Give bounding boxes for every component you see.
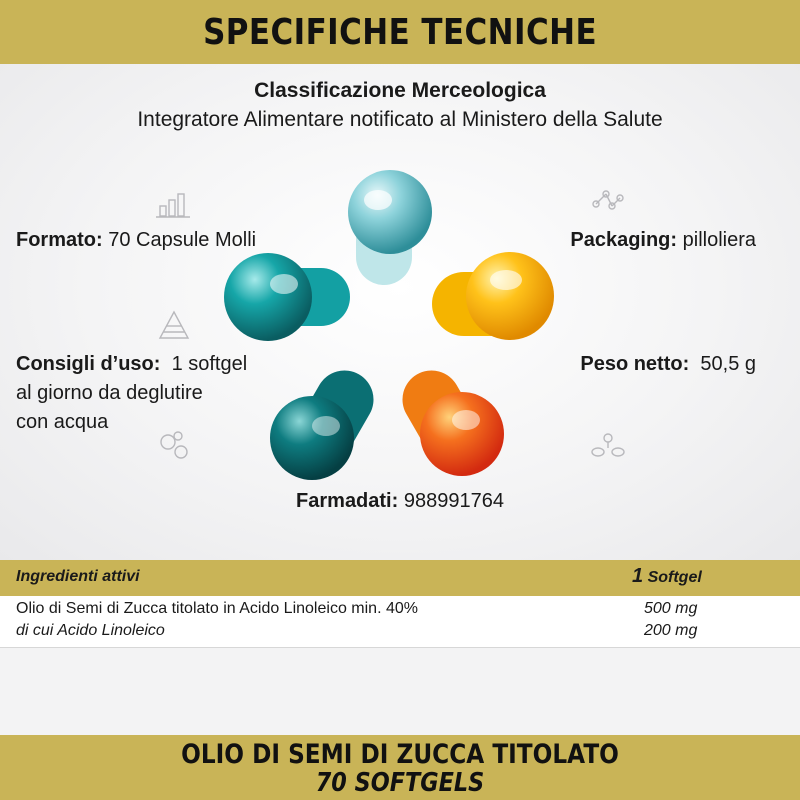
spec-consigli-value2: al giorno da deglutire [16, 382, 203, 404]
ingredient-value: 200 mg [644, 622, 698, 639]
product-name: OLIO DI SEMI DI ZUCCA TITOLATO [181, 739, 619, 770]
spec-consigli-label: Consigli d’uso: [16, 353, 161, 375]
capsule-bottom-right [392, 360, 504, 476]
dose-header-unit: Softgel [647, 569, 702, 586]
spec-consigli-value3: con acqua [16, 411, 109, 433]
spec-packaging-value: pilloliera [682, 229, 756, 251]
spec-formato [16, 226, 256, 255]
ingredient-value: 500 mg [644, 600, 698, 617]
spec-consigli-value1: 1 softgel [171, 353, 248, 375]
spec-farmadati [0, 487, 800, 516]
capsule-left [224, 253, 350, 341]
classification-title: Classificazione Merceologica [254, 79, 546, 102]
capsule-top [348, 170, 432, 285]
dose-header [632, 565, 702, 588]
table-row [16, 600, 796, 622]
ingredients-table-body [0, 596, 800, 648]
spec-packaging-label: Packaging: [570, 229, 678, 251]
spec-farmadati-label: Farmadati: [296, 490, 399, 512]
molecule-icon [592, 434, 624, 456]
product-quantity: 70 SOFTGELS [315, 768, 485, 798]
ingredient-name: Olio di Semi di Zucca titolato in Acido Linoleico min. 40% [16, 600, 418, 617]
network-icon [593, 191, 623, 209]
spec-consigli [16, 350, 306, 437]
capsule-right [432, 252, 554, 340]
ingredient-name: di cui Acido Linoleico [16, 622, 165, 639]
page-title: SPECIFICHE TECNICHE [203, 11, 597, 53]
spec-peso-label: Peso netto: [580, 353, 690, 375]
classification-subtitle: Integratore Alimentare notificato al Ministero della Salute [137, 108, 663, 131]
spec-packaging [570, 226, 756, 255]
spec-farmadati-value: 988991764 [403, 490, 504, 512]
ingredients-header-label: Ingredienti attivi [16, 568, 140, 585]
bar-chart-icon [156, 194, 190, 217]
table-row [16, 622, 796, 644]
spec-formato-value: 70 Capsule Molli [108, 229, 257, 251]
spec-formato-label: Formato: [16, 229, 103, 251]
ingredients-table-header [0, 560, 800, 596]
spec-peso [580, 350, 756, 379]
spec-peso-value: 50,5 g [700, 353, 756, 375]
dose-header-number: 1 [632, 565, 644, 587]
footer-band [0, 735, 800, 800]
pyramid-icon [160, 312, 188, 338]
